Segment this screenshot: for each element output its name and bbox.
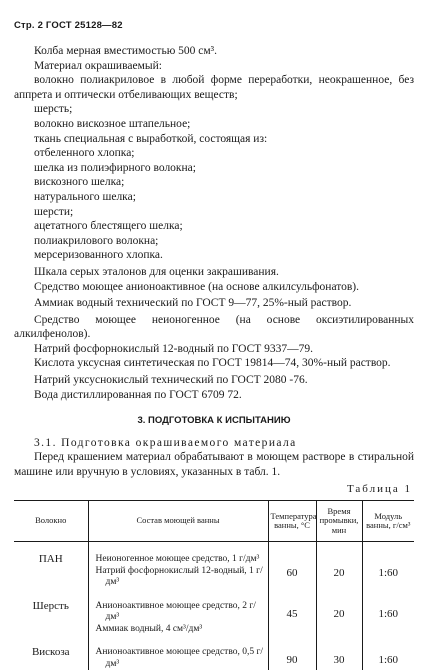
- table-header-row: [14, 501, 414, 542]
- text-line: натурального шелка;: [34, 190, 136, 203]
- text-line: Кислота уксусная синтетическая по ГОСТ 19814—74, 30%-ный раствор.: [34, 357, 391, 370]
- text-line: мерсеризованного хлопка.: [34, 249, 163, 262]
- text-line: Натрий уксуснокислый технический по ГОСТ 2080 -76.: [34, 374, 308, 387]
- composition-line: Натрий фосфорнокислый 12-водный, 1 г/дм³: [95, 565, 263, 588]
- cell-modulus: 1:60: [362, 542, 414, 589]
- composition-line: Анионоактивное моющее средство, 0,5 г/дм³: [95, 647, 264, 669]
- cell-composition: [88, 635, 268, 670]
- column-header-temperature: Температура ванны, °С: [268, 501, 316, 542]
- cell-fiber: Вискоза: [31, 646, 70, 659]
- column-header-fiber: Волокно: [14, 501, 88, 542]
- table-row: [14, 542, 414, 589]
- table-row: [14, 635, 414, 670]
- composition-line: Анионоактивное моющее средство, 2 г/дм³: [95, 600, 256, 623]
- text-line: шелка из полиэфирного волокна;: [34, 161, 196, 174]
- text-line: Средство моющее анионоактивное (на основе алкилсульфонатов).: [34, 280, 360, 293]
- text-line: Аммиак водный технический по ГОСТ 9—77, 25%-ный раствор.: [34, 297, 352, 310]
- text-line: волокно вискозное штапельное;: [34, 117, 191, 130]
- text-line: волокно полиакриловое в любой форме переработки, неокрашенное, без аппрета и оптически отбеливающих веществ;: [14, 74, 414, 101]
- cell-temperature: 90: [268, 635, 316, 670]
- text-line: шерсти;: [34, 205, 74, 218]
- column-header-composition: Состав моющей ванны: [88, 501, 268, 542]
- composition-line: Аммиак водный, 4 см³/дм³: [95, 623, 203, 634]
- text-line: Материал окрашиваемый:: [34, 59, 162, 72]
- text-line: вискозного шелка;: [34, 176, 125, 189]
- text-line: Колба мерная вместимостью 500 см³.: [34, 45, 217, 57]
- text-line: ткань специальная с выработкой, состоящая из:: [34, 132, 268, 145]
- data-table: [14, 500, 414, 670]
- text-line: ацетатного блестящего шелка;: [34, 220, 183, 233]
- cell-time: 20: [316, 589, 362, 636]
- cell-modulus: 1:60: [362, 589, 414, 636]
- cell-composition: [88, 589, 268, 636]
- text-line: полиакрилового волокна;: [34, 234, 159, 247]
- section-title: 3. ПОДГОТОВКА К ИСПЫТАНИЮ: [137, 415, 291, 427]
- text-line: Натрий фосфорнокислый 12-водный по ГОСТ 9337—79.: [34, 342, 314, 355]
- cell-time: 30: [316, 635, 362, 670]
- text-line: Шкала серых эталонов для оценки закрашивания.: [34, 265, 279, 278]
- text-line: отбеленного хлопка;: [34, 147, 135, 160]
- table-row: [14, 589, 414, 636]
- document-body: [14, 44, 414, 670]
- page-header: Стр. 2 ГОСТ 25128—82: [14, 20, 123, 31]
- text-line: шерсть;: [34, 103, 73, 116]
- text-line: Вода дистиллированная по ГОСТ 6709 72.: [34, 388, 242, 401]
- cell-temperature: 45: [268, 589, 316, 636]
- text-line: Средство моющее неионогенное (на основе оксиэтилированных алкилфенолов).: [14, 313, 414, 341]
- subsection-title: 3.1. Подготовка окрашиваемого материала: [34, 436, 297, 449]
- cell-fiber: Шерсть: [32, 599, 69, 612]
- column-header-modulus: Модуль ванны, г/см³: [362, 501, 414, 542]
- cell-fiber: ПАН: [38, 553, 63, 566]
- cell-modulus: 1:60: [362, 635, 414, 670]
- cell-temperature: 60: [268, 542, 316, 589]
- cell-time: 20: [316, 542, 362, 589]
- cell-composition: [88, 542, 268, 589]
- composition-line: Неионогенное моющее средство, 1 г/дм³: [95, 554, 260, 565]
- table-caption: Таблица 1: [346, 482, 412, 495]
- column-header-time: Время промывки, мин: [316, 501, 362, 542]
- section-paragraph: Перед крашением материал обрабатывают в моющем растворе в стиральной машине или вручную в условиях, указанных в табл. 1.: [14, 451, 414, 479]
